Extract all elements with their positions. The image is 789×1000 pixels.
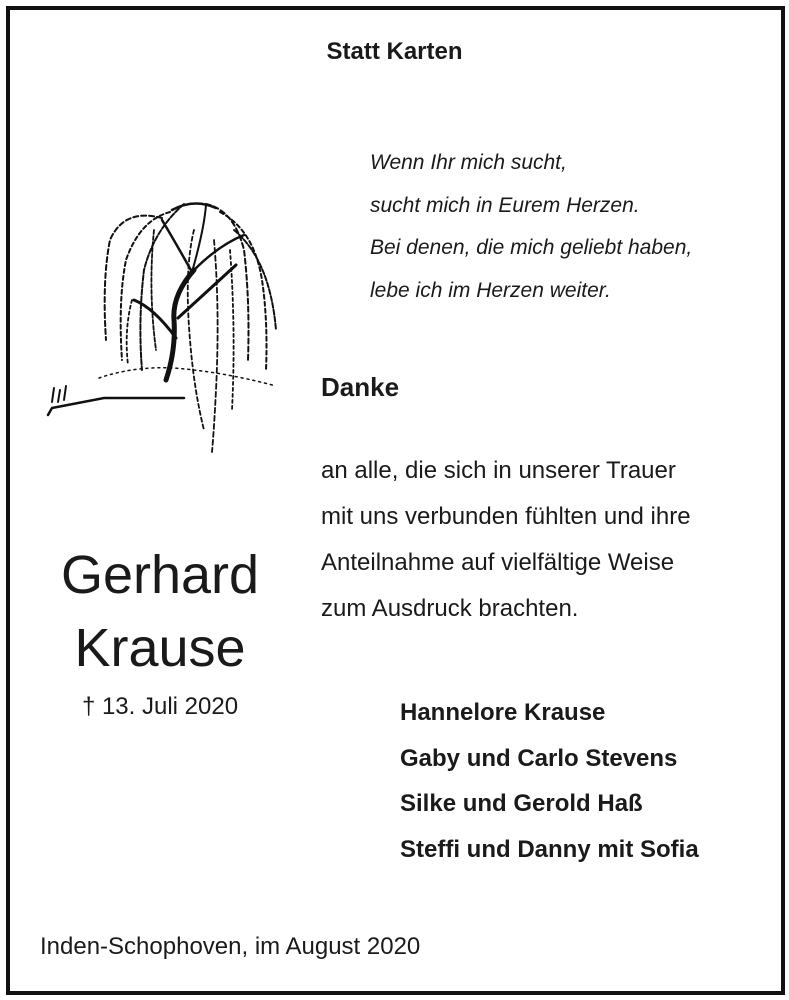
thanks-line: Anteilnahme auf vielfältige Weise xyxy=(321,549,675,576)
deceased-first-name: Gerhard xyxy=(60,545,260,605)
family-member: Steffi und Danny mit Sofia xyxy=(400,835,699,863)
family-member: Silke und Gerold Haß xyxy=(400,790,643,817)
family-signatures xyxy=(400,690,699,872)
poem-line: Wenn Ihr mich sucht, xyxy=(370,151,567,174)
weeping-willow-tree-icon xyxy=(44,190,284,460)
thanks-line: an alle, die sich in unserer Trauer xyxy=(321,457,676,484)
poem-line: sucht mich in Eurem Herzen. xyxy=(370,193,640,217)
deceased-last-name: Krause xyxy=(74,618,246,678)
family-member: Hannelore Krause xyxy=(400,699,606,726)
death-date: † 13. Juli 2020 xyxy=(81,693,239,720)
poem xyxy=(370,142,692,312)
place-and-date: Inden-Schophoven, im August 2020 xyxy=(40,933,421,960)
thanks-line: mit uns verbunden fühlten und ihre xyxy=(321,503,691,530)
poem-line: lebe ich im Herzen weiter. xyxy=(370,278,611,302)
thanks-text xyxy=(321,448,691,632)
notice-heading: Statt Karten xyxy=(326,38,463,65)
thanks-line: zum Ausdruck brachten. xyxy=(321,595,579,622)
family-member: Gaby und Carlo Stevens xyxy=(400,744,678,772)
thanks-title: Danke xyxy=(321,372,400,402)
poem-line: Bei denen, die mich geliebt haben, xyxy=(370,236,693,259)
